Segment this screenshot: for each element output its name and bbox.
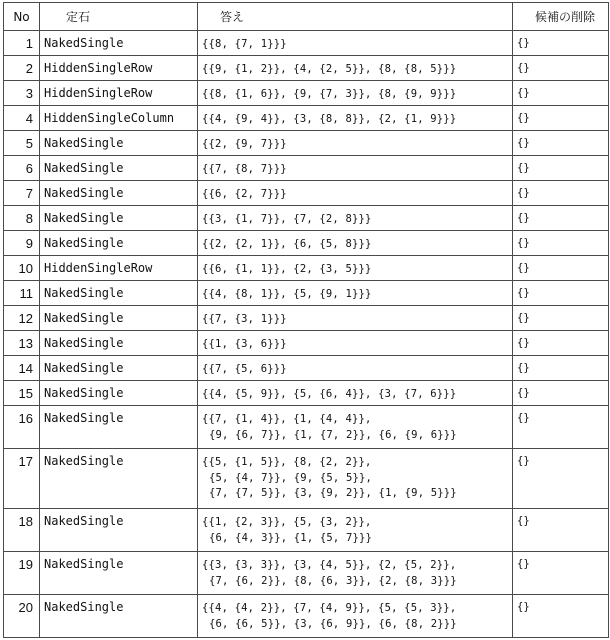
answer-line: {{4, {8, 1}}, {5, {9, 1}}}: [202, 288, 372, 300]
row-number: 16: [4, 406, 40, 449]
answer-cell: [198, 406, 513, 449]
row-number: 17: [4, 449, 40, 509]
answer-line: {7, {6, 2}}, {8, {6, 3}}, {2, {8, 3}}}: [209, 574, 457, 587]
joseki-name: HiddenSingleRow: [40, 256, 198, 281]
joseki-name: HiddenSingleRow: [40, 56, 198, 81]
deletion-cell: {}: [513, 356, 609, 381]
answer-cell: [198, 306, 513, 331]
answer-line: {{4, {9, 4}}, {3, {8, 8}}, {2, {1, 9}}}: [202, 113, 457, 125]
answer-cell: [198, 331, 513, 356]
deletion-cell: {}: [513, 595, 609, 638]
table-row: [4, 131, 609, 156]
answer-cell: [198, 181, 513, 206]
answer-line: {{8, {1, 6}}, {9, {7, 3}}, {8, {9, 9}}}: [202, 88, 457, 100]
joseki-name: NakedSingle: [40, 552, 198, 595]
answer-cell: [198, 106, 513, 131]
deletion-cell: {}: [513, 131, 609, 156]
table-row: [4, 81, 609, 106]
row-number: 4: [4, 106, 40, 131]
table-row: [4, 449, 609, 509]
answer-line: {6, {4, 3}}, {1, {5, 7}}}: [209, 531, 373, 544]
answer-line: {{2, {9, 7}}}: [202, 138, 287, 150]
table-row: [4, 406, 609, 449]
header-no: No: [4, 3, 40, 31]
answer-cell: [198, 156, 513, 181]
deletion-cell: {}: [513, 231, 609, 256]
header-kotae: 答え: [198, 3, 513, 31]
answer-line: {{3, {3, 3}}, {3, {4, 5}}, {2, {5, 2}},: [202, 559, 457, 571]
answer-line: {9, {6, 7}}, {1, {7, 2}}, {6, {9, 6}}}: [209, 428, 457, 441]
table-row: [4, 595, 609, 638]
deletion-cell: {}: [513, 256, 609, 281]
table-row: [4, 31, 609, 56]
answer-cell: [198, 449, 513, 509]
header-kouho: 候補の削除: [513, 3, 609, 31]
deletion-cell: {}: [513, 552, 609, 595]
table-row: [4, 356, 609, 381]
deletion-cell: {}: [513, 156, 609, 181]
answer-line: {{1, {3, 6}}}: [202, 338, 287, 350]
deletion-cell: {}: [513, 31, 609, 56]
row-number: 15: [4, 381, 40, 406]
answer-cell: [198, 81, 513, 106]
deletion-cell: {}: [513, 56, 609, 81]
deletion-cell: {}: [513, 281, 609, 306]
table-row: [4, 306, 609, 331]
deletion-cell: {}: [513, 406, 609, 449]
joseki-name: NakedSingle: [40, 449, 198, 509]
row-number: 12: [4, 306, 40, 331]
joseki-table: [3, 2, 609, 638]
row-number: 10: [4, 256, 40, 281]
table-row: [4, 181, 609, 206]
table-row: [4, 56, 609, 81]
row-number: 1: [4, 31, 40, 56]
joseki-name: NakedSingle: [40, 381, 198, 406]
answer-cell: [198, 56, 513, 81]
answer-line: {{7, {3, 1}}}: [202, 313, 287, 325]
answer-cell: [198, 131, 513, 156]
row-number: 5: [4, 131, 40, 156]
answer-line: {{7, {1, 4}}, {1, {4, 4}},: [202, 413, 372, 425]
answer-cell: [198, 552, 513, 595]
row-number: 9: [4, 231, 40, 256]
answer-cell: [198, 31, 513, 56]
answer-line: {{6, {2, 7}}}: [202, 188, 287, 200]
joseki-name: NakedSingle: [40, 331, 198, 356]
answer-line: {{2, {2, 1}}, {6, {5, 8}}}: [202, 238, 372, 250]
answer-line: {{6, {1, 1}}, {2, {3, 5}}}: [202, 263, 372, 275]
table-row: [4, 231, 609, 256]
answer-cell: [198, 281, 513, 306]
table-row: [4, 281, 609, 306]
answer-line: {6, {6, 5}}, {3, {6, 9}}, {6, {8, 2}}}: [209, 617, 457, 630]
joseki-name: NakedSingle: [40, 306, 198, 331]
row-number: 3: [4, 81, 40, 106]
joseki-name: NakedSingle: [40, 231, 198, 256]
joseki-name: NakedSingle: [40, 206, 198, 231]
row-number: 14: [4, 356, 40, 381]
answer-cell: [198, 356, 513, 381]
answer-line: {5, {4, 7}}, {9, {5, 5}},: [209, 471, 373, 484]
joseki-name: NakedSingle: [40, 131, 198, 156]
row-number: 8: [4, 206, 40, 231]
answer-line: {{7, {5, 6}}}: [202, 363, 287, 375]
table-row: [4, 552, 609, 595]
table-row: [4, 509, 609, 552]
answer-line: {{7, {8, 7}}}: [202, 163, 287, 175]
row-number: 20: [4, 595, 40, 638]
joseki-name: HiddenSingleColumn: [40, 106, 198, 131]
answer-cell: [198, 231, 513, 256]
joseki-name: NakedSingle: [40, 156, 198, 181]
joseki-name: NakedSingle: [40, 356, 198, 381]
deletion-cell: {}: [513, 381, 609, 406]
answer-line: {{9, {1, 2}}, {4, {2, 5}}, {8, {8, 5}}}: [202, 63, 457, 75]
answer-cell: [198, 381, 513, 406]
deletion-cell: {}: [513, 449, 609, 509]
deletion-cell: {}: [513, 306, 609, 331]
deletion-cell: {}: [513, 331, 609, 356]
table-row: [4, 381, 609, 406]
answer-line: {{4, {4, 2}}, {7, {4, 9}}, {5, {5, 3}},: [202, 602, 457, 614]
joseki-name: NakedSingle: [40, 281, 198, 306]
joseki-name: NakedSingle: [40, 31, 198, 56]
deletion-cell: {}: [513, 509, 609, 552]
answer-line: {{5, {1, 5}}, {8, {2, 2}},: [202, 456, 372, 468]
row-number: 7: [4, 181, 40, 206]
joseki-name: HiddenSingleRow: [40, 81, 198, 106]
joseki-name: NakedSingle: [40, 406, 198, 449]
table-row: [4, 256, 609, 281]
answer-line: {{8, {7, 1}}}: [202, 38, 287, 50]
row-number: 13: [4, 331, 40, 356]
deletion-cell: {}: [513, 81, 609, 106]
table-row: [4, 156, 609, 181]
row-number: 11: [4, 281, 40, 306]
row-number: 2: [4, 56, 40, 81]
answer-cell: [198, 595, 513, 638]
deletion-cell: {}: [513, 181, 609, 206]
answer-line: {{1, {2, 3}}, {5, {3, 2}},: [202, 516, 372, 528]
joseki-name: NakedSingle: [40, 595, 198, 638]
answer-cell: [198, 509, 513, 552]
row-number: 19: [4, 552, 40, 595]
table-row: [4, 106, 609, 131]
answer-line: {7, {7, 5}}, {3, {9, 2}}, {1, {9, 5}}}: [209, 487, 457, 499]
table-row: [4, 206, 609, 231]
row-number: 18: [4, 509, 40, 552]
deletion-cell: {}: [513, 106, 609, 131]
joseki-name: NakedSingle: [40, 181, 198, 206]
answer-cell: [198, 256, 513, 281]
table-row: [4, 331, 609, 356]
deletion-cell: {}: [513, 206, 609, 231]
answer-line: {{4, {5, 9}}, {5, {6, 4}}, {3, {7, 6}}}: [202, 388, 457, 400]
row-number: 6: [4, 156, 40, 181]
answer-cell: [198, 206, 513, 231]
joseki-name: NakedSingle: [40, 509, 198, 552]
header-joseki: 定石: [40, 3, 198, 31]
answer-line: {{3, {1, 7}}, {7, {2, 8}}}: [202, 213, 372, 225]
header-row: [4, 3, 609, 31]
